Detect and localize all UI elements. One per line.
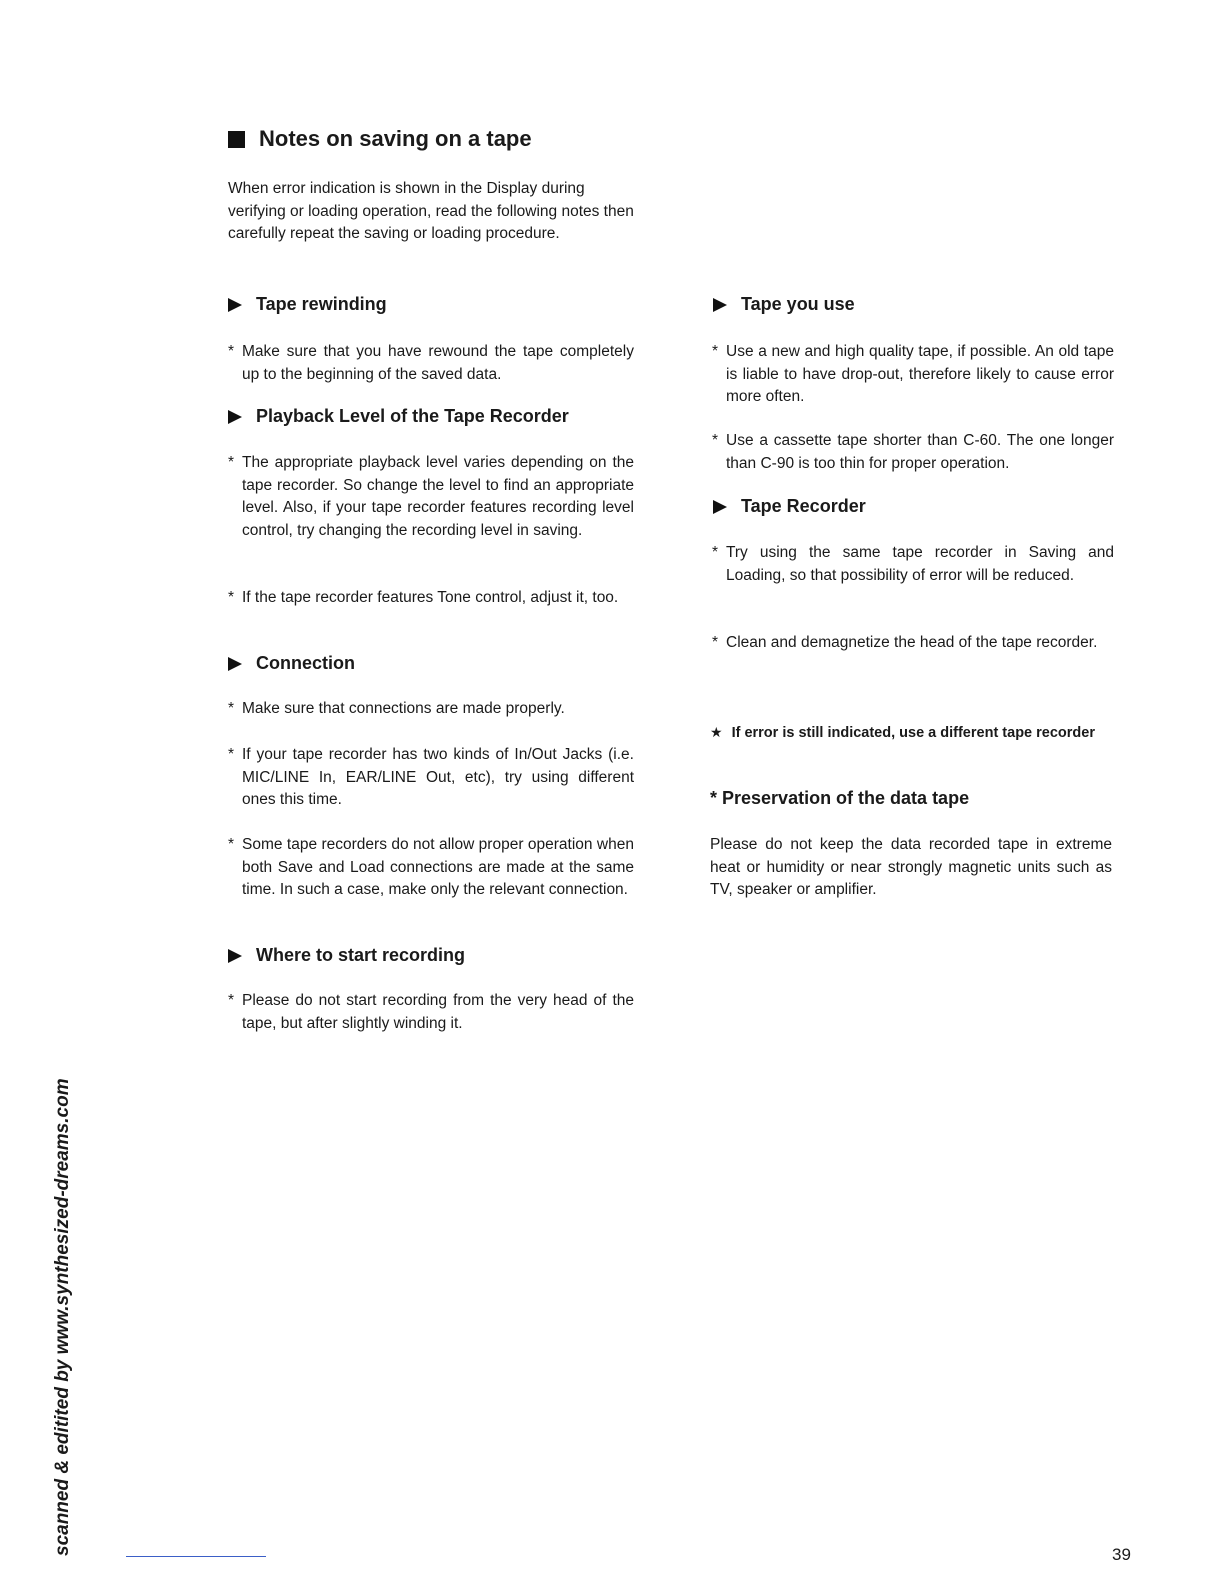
intro-paragraph: When error indication is shown in the Display during verifying or loading operation, read the following notes then carefully repeat the saving or loading procedure. xyxy=(228,180,634,242)
list-item-text: Make sure that you have rewound the tape completely up to the beginning of the saved data. xyxy=(242,343,634,383)
list-item xyxy=(228,834,634,902)
heading-text: Tape you use xyxy=(741,294,855,314)
asterisk-icon: * xyxy=(228,836,235,853)
asterisk-icon: * xyxy=(228,746,235,763)
heading-connection xyxy=(228,653,355,674)
asterisk-icon: * xyxy=(228,700,235,717)
list-item xyxy=(712,430,1114,475)
warning-note xyxy=(710,724,1095,741)
heading-text: Playback Level of the Tape Recorder xyxy=(256,406,569,426)
asterisk-icon: * xyxy=(228,454,235,471)
list-item-text: If your tape recorder has two kinds of In/Out Jacks (i.e. MIC/LINE In, EAR/LINE Out, etc), try using different ones this time. xyxy=(242,746,634,808)
heading-text: Connection xyxy=(256,653,355,673)
list-item xyxy=(228,990,634,1035)
triangle-bullet-icon xyxy=(713,500,727,514)
list-item xyxy=(712,632,1114,655)
heading-where-to-start xyxy=(228,945,465,966)
asterisk-icon: * xyxy=(712,634,719,651)
asterisk-icon: * xyxy=(712,544,719,561)
heading-text: Tape rewinding xyxy=(256,294,387,314)
preservation-paragraph: Please do not keep the data recorded tape in extreme heat or humidity or near strongly magnetic units such as TV, speaker or amplifier. xyxy=(710,836,1112,898)
list-item-text: Some tape recorders do not allow proper operation when both Save and Load connections are made at the same time. In such a case, make only the relevant connection. xyxy=(242,836,634,898)
triangle-bullet-icon xyxy=(228,410,242,424)
heading-preservation: * Preservation of the data tape xyxy=(710,788,970,808)
list-item xyxy=(228,698,634,721)
side-credit: scanned & editited by www.synthesized-dreams.com xyxy=(52,1078,73,1556)
heading-text: Tape Recorder xyxy=(741,496,866,516)
asterisk-icon: * xyxy=(228,589,235,606)
list-item xyxy=(228,452,634,542)
list-item xyxy=(228,587,634,610)
asterisk-icon: * xyxy=(228,992,235,1009)
triangle-bullet-icon xyxy=(713,298,727,312)
heading-tape-rewinding xyxy=(228,294,387,315)
asterisk-icon: * xyxy=(712,343,719,360)
asterisk-icon: * xyxy=(712,432,719,449)
list-item xyxy=(228,744,634,812)
list-item-text: Please do not start recording from the very head of the tape, but after slightly winding it. xyxy=(242,992,634,1032)
heading-text: Where to start recording xyxy=(256,945,466,965)
heading-tape-recorder xyxy=(713,496,866,517)
list-item-text: If the tape recorder features Tone control, adjust it, too. xyxy=(242,589,619,606)
list-item-text: Make sure that connections are made properly. xyxy=(242,700,565,717)
bottom-rule xyxy=(126,1556,266,1557)
triangle-bullet-icon xyxy=(228,949,242,963)
star-icon: ★ xyxy=(710,724,723,740)
list-item xyxy=(228,341,634,386)
list-item-text: Use a cassette tape shorter than C-60. The one longer than C-90 is too thin for proper operation. xyxy=(726,432,1114,472)
section-title xyxy=(228,126,532,152)
list-item xyxy=(712,341,1114,409)
asterisk-icon: * xyxy=(228,343,235,360)
list-item-text: Clean and demagnetize the head of the tape recorder. xyxy=(726,634,1098,651)
list-item-text: The appropriate playback level varies depending on the tape recorder. So change the level to find an appropriate level. Also, if your tape recorder features recording level control, try changing the recording level in saving. xyxy=(242,454,634,539)
heading-tape-you-use xyxy=(713,294,855,315)
list-item-text: Try using the same tape recorder in Saving and Loading, so that possibility of error will be reduced. xyxy=(726,544,1114,584)
page-number: 39 xyxy=(1112,1545,1131,1564)
triangle-bullet-icon xyxy=(228,657,242,671)
triangle-bullet-icon xyxy=(228,298,242,312)
heading-playback-level xyxy=(228,406,569,427)
warning-text: If error is still indicated, use a different tape recorder xyxy=(731,724,1095,741)
page-title: Notes on saving on a tape xyxy=(259,126,532,151)
list-item-text: Use a new and high quality tape, if possible. An old tape is liable to have drop-out, therefore likely to cause error more often. xyxy=(726,343,1114,405)
square-bullet-icon xyxy=(228,131,245,148)
list-item xyxy=(712,542,1114,587)
